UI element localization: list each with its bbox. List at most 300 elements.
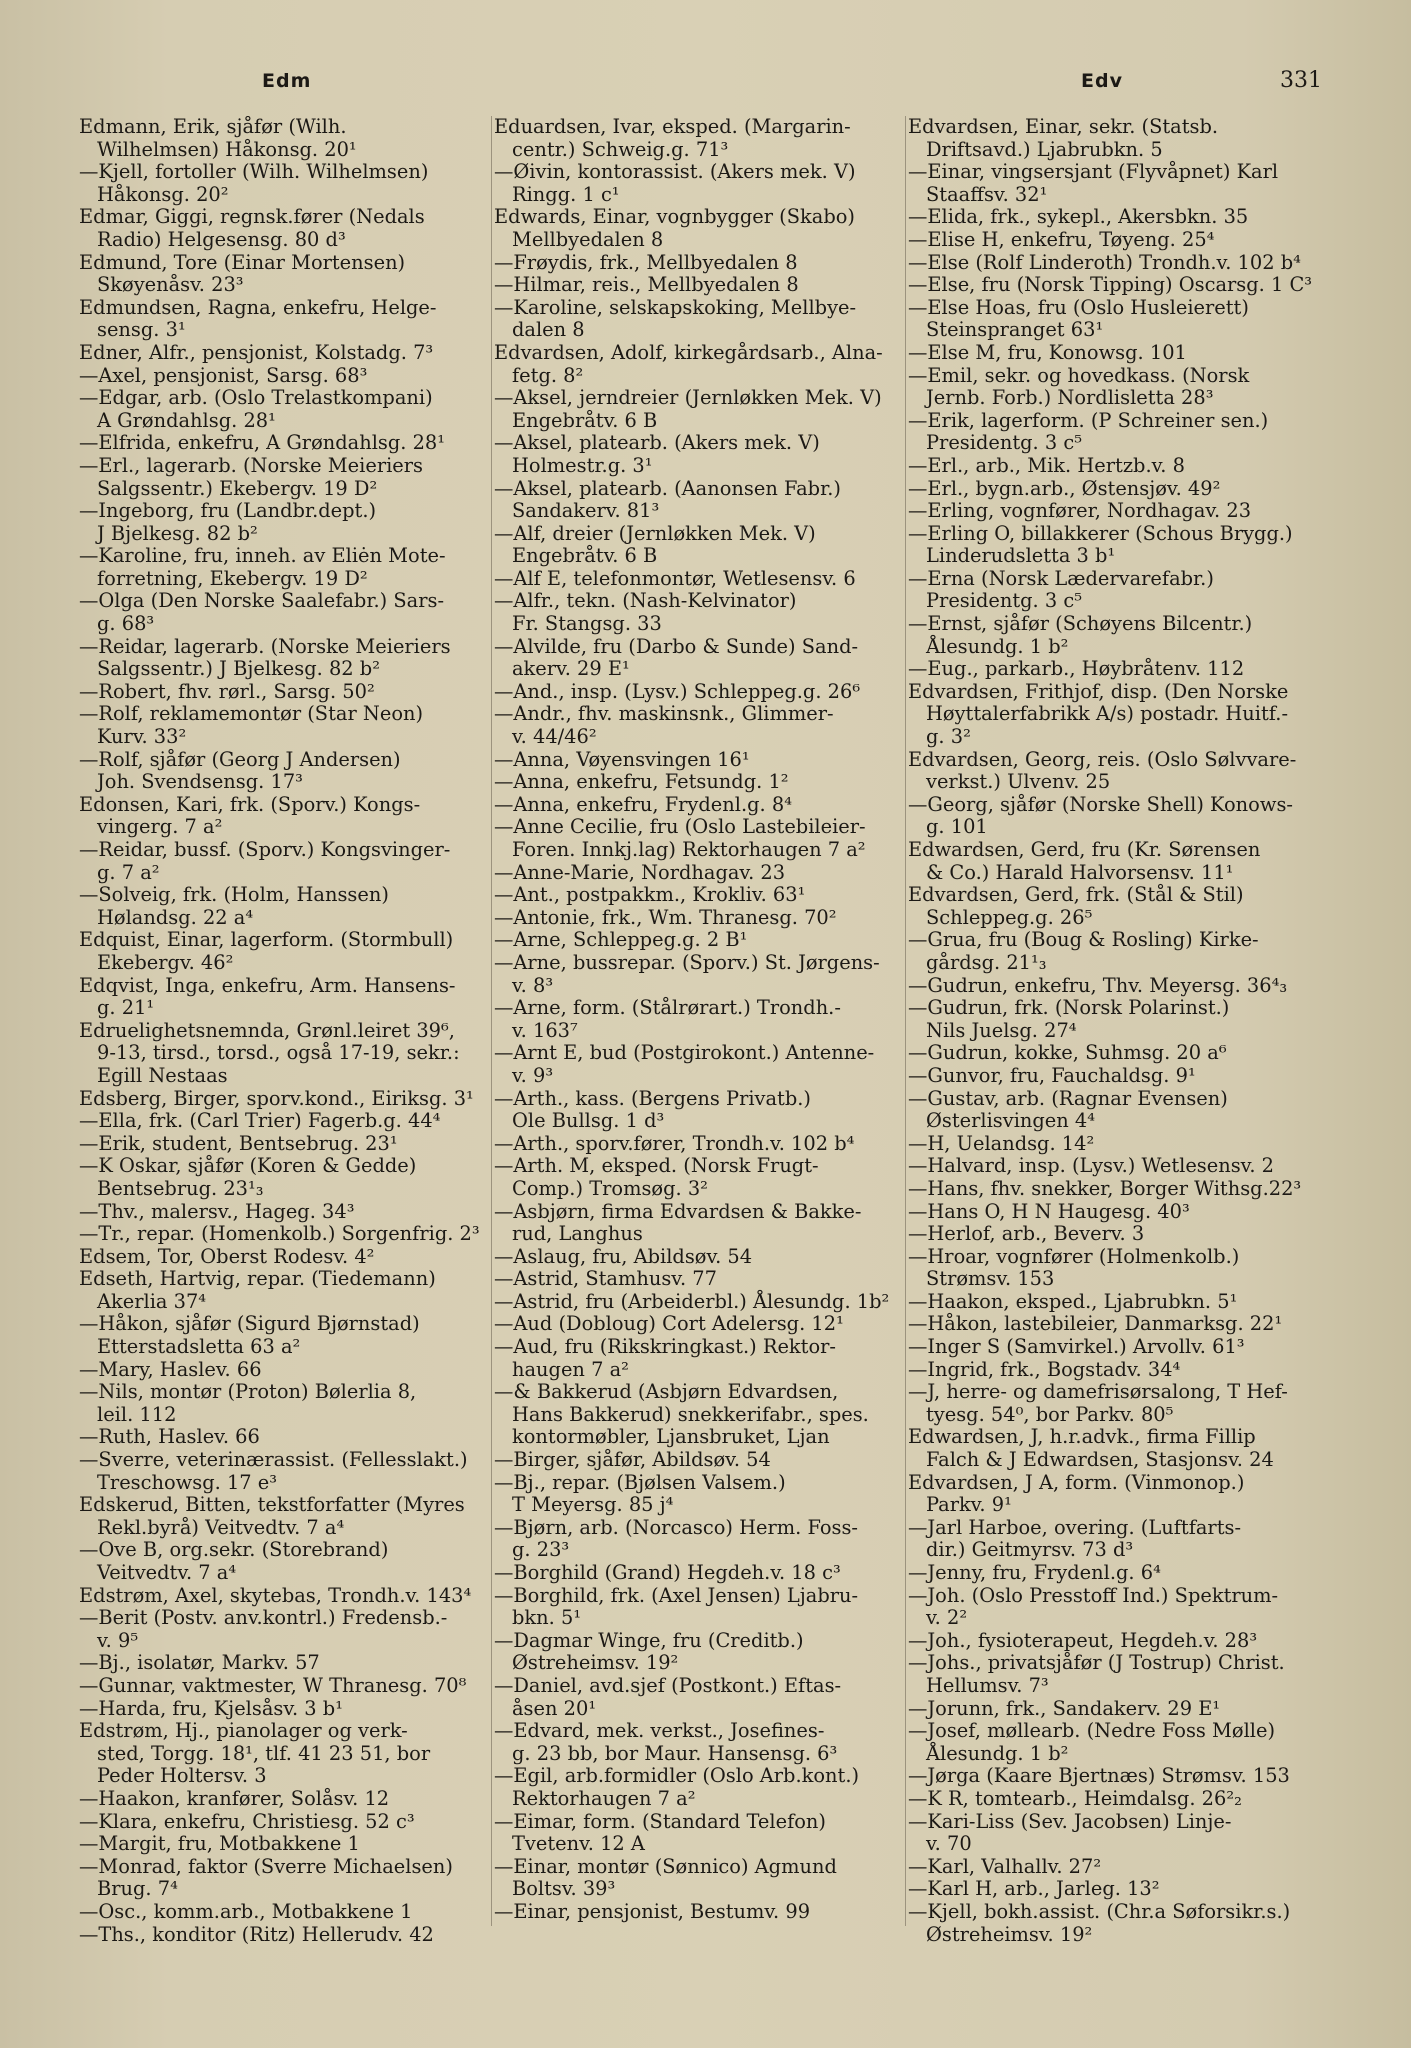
- directory-entry: [494, 794, 904, 817]
- entry-continuation: Engebråtv. 6 B: [512, 544, 658, 568]
- entry-line: —Einar, montør (Sønnico) Agmund: [494, 1854, 837, 1878]
- directory-entry: [79, 500, 489, 545]
- entry-continuation: verkst.) Ulvenv. 25: [926, 770, 1111, 794]
- directory-entry: [494, 568, 904, 591]
- entry-line: —Hilmar, reis., Mellbyedalen 8: [494, 273, 799, 297]
- directory-entry: [494, 1336, 904, 1381]
- entry-line: —Emil, sekr. og hovedkass. (Norsk: [908, 363, 1250, 387]
- entry-line: —Harda, fru, Kjelsåsv. 3 b¹: [79, 1696, 343, 1720]
- entry-line: —Jorunn, frk., Sandakerv. 29 E¹: [908, 1696, 1221, 1720]
- entry-line: Edmann, Erik, sjåfør (Wilh.: [79, 116, 347, 138]
- directory-entry: [79, 1201, 489, 1224]
- entry-line: —Haakon, eksped., Ljabrubkn. 5¹: [908, 1289, 1238, 1313]
- entry-line: —Arth. M, eksped. (Norsk Frugt-: [494, 1154, 819, 1178]
- directory-entry: [494, 681, 904, 704]
- directory-entry: [908, 500, 1324, 523]
- directory-entry: [494, 1313, 904, 1336]
- entry-line: —Erl., arb., Mik. Hertzb.v. 8: [908, 453, 1185, 477]
- entry-line: —Alf E, telefonmontør, Wetlesensv. 6: [494, 566, 856, 590]
- entry-continuation: Hølandsg. 22 a⁴: [97, 905, 254, 929]
- entry-continuation: Rekl.byrå) Veitvedtv. 7 a⁴: [97, 1515, 345, 1539]
- entry-line: —Arne, form. (Stålrørart.) Trondh.-: [494, 996, 841, 1020]
- entry-continuation: gårdsg. 21¹₃: [926, 950, 1047, 974]
- directory-entry: [79, 636, 489, 681]
- entry-line: —Gunnar, vaktmester, W Thranesg. 70⁸: [79, 1673, 467, 1697]
- entry-line: —J, herre- og damefrisørsalong, T Hef-: [908, 1380, 1288, 1404]
- entry-line: —Borghild, frk. (Axel Jensen) Ljabru-: [494, 1583, 859, 1607]
- directory-entry: [79, 1381, 489, 1426]
- directory-entry: [79, 1811, 489, 1834]
- entry-line: —Rolf, sjåfør (Georg J Andersen): [79, 747, 401, 771]
- entry-continuation: rud, Langhus: [512, 1222, 643, 1246]
- entry-line: —Daniel, avd.sjef (Postkont.) Eftas-: [494, 1673, 842, 1697]
- directory-entry: [79, 455, 489, 500]
- entry-line: —Øivin, kontorassist. (Akers mek. V): [494, 160, 856, 184]
- directory-entry: [494, 952, 904, 997]
- directory-entry: [494, 1811, 904, 1856]
- entry-line: —Herlof, arb., Beverv. 3: [908, 1222, 1145, 1246]
- entry-line: —Aud (Dobloug) Cort Adelersg. 12¹: [494, 1312, 844, 1336]
- entry-line: Edwardsen, J, h.r.advk., firma Fillip: [908, 1425, 1256, 1449]
- column-3: [908, 116, 1324, 2036]
- directory-entry: [494, 636, 904, 681]
- directory-entry: [908, 161, 1324, 206]
- entry-line: —Erik, student, Bentsebrug. 23¹: [79, 1131, 398, 1155]
- entry-line: —Astrid, fru (Arbeiderbl.) Ålesundg. 1b²: [494, 1289, 890, 1313]
- entry-line: —Karoline, selskapskoking, Mellbye-: [494, 295, 857, 319]
- entry-continuation: Holmestr.g. 3¹: [512, 453, 653, 477]
- directory-entry: [908, 1472, 1324, 1517]
- entry-continuation: v. 2²: [926, 1606, 968, 1630]
- entry-continuation: dir.) Geitmyrsv. 73 d³: [926, 1538, 1134, 1562]
- entry-line: —Karl H, arb., Jarleg. 13²: [908, 1877, 1160, 1901]
- directory-entry: [494, 523, 904, 568]
- directory-entry: [79, 1607, 489, 1652]
- entry-line: Edmund, Tore (Einar Mortensen): [79, 250, 406, 274]
- entry-continuation: v. 9⁵: [97, 1628, 139, 1652]
- directory-entry: [908, 1336, 1324, 1359]
- entry-line: —Jenny, fru, Frydenl.g. 6⁴: [908, 1561, 1161, 1584]
- directory-entry: [79, 365, 489, 388]
- entry-continuation: Nils Juelsg. 27⁴: [926, 1018, 1077, 1042]
- entry-line: Edruelighetsnemnda, Grønl.leiret 39⁶,: [79, 1018, 455, 1042]
- directory-entry: [908, 997, 1324, 1042]
- entry-continuation: Østreheimsv. 19²: [926, 1922, 1093, 1946]
- directory-entry: [494, 1585, 904, 1630]
- directory-entry: [79, 1720, 489, 1788]
- entry-line: Edvardsen, Frithjof, disp. (Den Norske: [908, 679, 1289, 703]
- entry-line: Eduardsen, Ivar, eksped. (Margarin-: [494, 116, 851, 138]
- entry-line: —Eimar, form. (Standard Telefon): [494, 1809, 826, 1833]
- column-divider: [905, 116, 906, 1926]
- directory-entry: [79, 1110, 489, 1133]
- directory-entry: [494, 771, 904, 794]
- entry-line: —Aslaug, fru, Abildsøv. 54: [494, 1244, 753, 1268]
- directory-entry: [79, 1313, 489, 1358]
- directory-entry: [494, 1675, 904, 1720]
- entry-line: —Arne, bussrepar. (Sporv.) St. Jørgens-: [494, 950, 880, 974]
- entry-line: —Ernst, sjåfør (Schøyens Bilcentr.): [908, 612, 1253, 636]
- entry-continuation: A Grøndahlsg. 28¹: [97, 408, 276, 432]
- directory-entry: [908, 568, 1324, 613]
- entry-continuation: Jernb. Forb.) Nordlisletta 28³: [926, 386, 1214, 410]
- entry-continuation: Sandakerv. 81³: [512, 499, 660, 523]
- entry-continuation: Boltsv. 39³: [512, 1877, 616, 1901]
- directory-entry: [908, 794, 1324, 839]
- entry-line: —Ove B, org.sekr. (Storebrand): [79, 1538, 389, 1562]
- directory-entry: [908, 1856, 1324, 1879]
- entry-line: —Eug., parkarb., Høybråtenv. 112: [908, 657, 1245, 681]
- entry-line: —Bj., repar. (Bjølsen Valsem.): [494, 1470, 786, 1494]
- entry-line: —Ant., postpakkm., Krokliv. 63¹: [494, 883, 806, 907]
- directory-entry: [908, 478, 1324, 501]
- directory-entry: [494, 703, 904, 748]
- directory-entry: [494, 274, 904, 297]
- entry-line: —Gudrun, kokke, Suhmsg. 20 a⁶: [908, 1041, 1227, 1065]
- entry-line: Edmar, Giggi, regnsk.fører (Nedals: [79, 205, 425, 229]
- directory-entry: [79, 1494, 489, 1539]
- directory-entry: [79, 1223, 489, 1246]
- directory-entry: [494, 1630, 904, 1675]
- directory-entry: [908, 1246, 1324, 1291]
- entry-continuation: Østerlisvingen 4⁴: [926, 1109, 1096, 1133]
- entry-line: —Grua, fru (Boug & Rosling) Kirke-: [908, 928, 1259, 952]
- entry-line: —Else, fru (Norsk Tipping) Oscarsg. 1 C³: [908, 273, 1313, 297]
- directory-entry: [494, 1472, 904, 1517]
- directory-entry: [908, 1223, 1324, 1246]
- directory-entry: [79, 297, 489, 342]
- entry-continuation: Steinspranget 63¹: [926, 318, 1104, 342]
- entry-line: —Joh., fysioterapeut, Hegdeh.v. 28³: [908, 1628, 1258, 1652]
- entry-continuation: Strømsv. 153: [926, 1267, 1055, 1291]
- entry-line: Edquist, Einar, lagerform. (Stormbull): [79, 928, 454, 952]
- entry-line: Edseth, Hartvig, repar. (Tiedemann): [79, 1267, 436, 1291]
- entry-continuation: Hans Bakkerud) snekkerifabr., spes.: [512, 1402, 869, 1426]
- entry-continuation: Veitvedtv. 7 a⁴: [97, 1561, 237, 1584]
- entry-continuation: Ålesundg. 1 b²: [926, 1741, 1069, 1765]
- entry-continuation: Driftsavd.) Ljabrubkn. 5: [926, 137, 1163, 161]
- entry-line: Edstrøm, Axel, skytebas, Trondh.v. 143⁴: [79, 1583, 472, 1607]
- entry-line: —Mary, Haslev. 66: [79, 1357, 262, 1381]
- directory-entry: [79, 161, 489, 206]
- entry-line: Edner, Alfr., pensjonist, Kolstadg. 7³: [79, 340, 434, 364]
- entry-line: —Frøydis, frk., Mellbyedalen 8: [494, 250, 798, 274]
- entry-line: —Else Hoas, fru (Oslo Husleierett): [908, 295, 1249, 319]
- entry-continuation: Treschowsg. 17 e³: [97, 1470, 278, 1494]
- entry-continuation: Ringg. 1 c¹: [512, 182, 620, 206]
- directory-entry: [79, 681, 489, 704]
- directory-entry: [908, 1630, 1324, 1653]
- entry-line: —Solveig, frk. (Holm, Hanssen): [79, 883, 389, 907]
- entry-continuation: g. 68³: [97, 612, 155, 636]
- directory-entry: [908, 1042, 1324, 1065]
- entry-continuation: leil. 112: [97, 1402, 177, 1426]
- entry-line: —Ingeborg, fru (Landbr.dept.): [79, 499, 377, 523]
- entry-line: —Nils, montør (Proton) Bølerlia 8,: [79, 1380, 417, 1404]
- entry-line: —Erl., bygn.arb., Østensjøv. 49²: [908, 476, 1221, 500]
- directory-entry: [494, 297, 904, 342]
- entry-line: —Klara, enkefru, Christiesg. 52 c³: [79, 1809, 415, 1833]
- entry-line: —Georg, sjåfør (Norske Shell) Konows-: [908, 792, 1293, 816]
- directory-entry: [494, 1720, 904, 1765]
- entry-line: —Einar, pensjonist, Bestumv. 99: [494, 1899, 811, 1923]
- entry-line: —Asbjørn, firma Edvardsen & Bakke-: [494, 1199, 862, 1223]
- directory-entry: [908, 1562, 1324, 1585]
- entry-line: —Hans, fhv. snekker, Borger Withsg.22³: [908, 1176, 1302, 1200]
- entry-continuation: Foren. Innkj.lag) Rektorhaugen 7 a²: [512, 838, 866, 861]
- directory-entry: [79, 1359, 489, 1382]
- entry-continuation: Tvetenv. 12 A: [512, 1832, 645, 1856]
- entry-line: —Håkon, lastebileier, Danmarksg. 22¹: [908, 1312, 1283, 1336]
- entry-continuation: T Meyersg. 85 j⁴: [512, 1493, 674, 1517]
- entry-continuation: & Co.) Harald Halvorsensv. 11¹: [926, 860, 1234, 884]
- directory-entry: [79, 590, 489, 635]
- entry-continuation: v. 70: [926, 1832, 972, 1856]
- directory-entry: [494, 1201, 904, 1246]
- entry-line: —Margit, fru, Motbakkene 1: [79, 1832, 360, 1856]
- entry-continuation: J Bjelkesg. 82 b²: [97, 521, 258, 545]
- entry-line: —Alfr., tekn. (Nash-Kelvinator): [494, 589, 797, 613]
- directory-entry: [908, 365, 1324, 410]
- directory-entry: [494, 432, 904, 477]
- entry-line: —Bjørn, arb. (Norcasco) Herm. Foss-: [494, 1515, 858, 1539]
- directory-entry: [79, 1652, 489, 1675]
- entry-line: —Dagmar Winge, fru (Creditb.): [494, 1628, 804, 1652]
- directory-entry: [908, 455, 1324, 478]
- entry-line: —Jørga (Kaare Bjertnæs) Strømsv. 153: [908, 1764, 1290, 1788]
- entry-continuation: 9-13, tirsd., torsd., også 17-19, sekr.:: [97, 1041, 460, 1065]
- entry-continuation: Akerlia 37⁴: [97, 1289, 207, 1313]
- directory-entry: [79, 839, 489, 884]
- entry-continuation: Brug. 7⁴: [97, 1877, 178, 1901]
- directory-entry: [79, 975, 489, 1020]
- entry-line: —Hans O, H N Haugesg. 40³: [908, 1199, 1190, 1223]
- entry-continuation: Comp.) Tromsøg. 3²: [512, 1176, 708, 1200]
- entry-continuation: v. 163⁷: [512, 1018, 578, 1042]
- entry-continuation: Skøyenåsv. 23³: [97, 273, 244, 297]
- entry-line: Edvardsen, Einar, sekr. (Statsb.: [908, 116, 1219, 138]
- entry-line: —Kjell, fortoller (Wilh. Wilhelmsen): [79, 160, 429, 184]
- directory-entry: [908, 274, 1324, 297]
- directory-entry: [908, 229, 1324, 252]
- directory-entry: [908, 116, 1324, 161]
- entry-line: —Arth., sporv.fører, Trondh.v. 102 b⁴: [494, 1131, 855, 1155]
- directory-entry: [908, 1178, 1324, 1201]
- entry-line: Edsem, Tor, Oberst Rodesv. 4²: [79, 1244, 375, 1268]
- entry-continuation: Østreheimsv. 19²: [512, 1651, 679, 1675]
- entry-line: —Arne, Schleppeg.g. 2 B¹: [494, 928, 748, 952]
- directory-entry: [908, 1765, 1324, 1788]
- entry-line: —Anne Cecilie, fru (Oslo Lastebileier-: [494, 815, 866, 839]
- entry-line: —Rolf, reklamemontør (Star Neon): [79, 702, 424, 726]
- directory-entry: [494, 1856, 904, 1901]
- directory-entry: [908, 1088, 1324, 1133]
- entry-line: —Ruth, Haslev. 66: [79, 1425, 260, 1449]
- entry-line: Edonsen, Kari, frk. (Sporv.) Kongs-: [79, 792, 421, 816]
- directory-entry: [79, 1246, 489, 1269]
- entry-line: —Josef, møllearb. (Nedre Foss Mølle): [908, 1719, 1276, 1743]
- entry-line: —Haakon, kranfører, Solåsv. 12: [79, 1786, 390, 1810]
- entry-continuation: v. 44/46²: [512, 725, 597, 749]
- entry-continuation: Falch & J Edwardsen, Stasjonsv. 24: [926, 1448, 1274, 1472]
- directory-entry: [494, 206, 904, 251]
- directory-entry: [908, 1788, 1324, 1811]
- directory-entry: [494, 342, 904, 387]
- entry-continuation: Fr. Stangsg. 33: [512, 612, 662, 636]
- entry-line: Edwardsen, Gerd, fru (Kr. Sørensen: [908, 838, 1261, 861]
- entry-continuation: Salgssentr.) Ekebergv. 19 D²: [97, 476, 378, 500]
- entry-line: —Aksel, platearb. (Aanonsen Fabr.): [494, 476, 841, 500]
- entry-continuation: dalen 8: [512, 318, 585, 342]
- directory-entry: [494, 1517, 904, 1562]
- entry-line: —Inger S (Samvirkel.) Arvollv. 61³: [908, 1335, 1245, 1359]
- entry-continuation: Rektorhaugen 7 a²: [512, 1786, 696, 1810]
- directory-entry: [494, 816, 904, 861]
- entry-line: —Karl, Valhallv. 27²: [908, 1854, 1102, 1878]
- header-left-word: Edm: [262, 70, 312, 92]
- entry-continuation: forretning, Ekebergv. 19 D²: [97, 566, 368, 590]
- directory-entry: [908, 1291, 1324, 1314]
- entry-line: —Berit (Postv. anv.kontrl.) Fredensb.-: [79, 1606, 448, 1630]
- entry-continuation: g. 23³: [512, 1538, 570, 1562]
- directory-entry: [908, 1652, 1324, 1697]
- directory-entry: [908, 1878, 1324, 1901]
- entry-continuation: sted, Torgg. 18¹, tlf. 41 23 51, bor: [97, 1741, 431, 1765]
- directory-entry: [79, 1088, 489, 1111]
- entry-line: —Elfrida, enkefru, A Grøndahlsg. 28¹: [79, 431, 446, 455]
- entry-line: Edmundsen, Ragna, enkefru, Helge-: [79, 295, 437, 319]
- entry-continuation: Joh. Svendsensg. 17³: [97, 770, 303, 794]
- entry-line: —Osc., komm.arb., Motbakkene 1: [79, 1899, 413, 1923]
- directory-entry: [79, 703, 489, 748]
- directory-entry: [908, 1133, 1324, 1156]
- directory-entry: [79, 1585, 489, 1608]
- entry-line: —Axel, pensjonist, Sarsg. 68³: [79, 363, 368, 387]
- directory-entry: [79, 1856, 489, 1901]
- directory-entry: [494, 884, 904, 907]
- directory-entry: [494, 1381, 904, 1449]
- entry-line: Edvardsen, Georg, reis. (Oslo Sølvvare-: [908, 747, 1297, 771]
- entry-line: —Edvard, mek. verkst., Josefines-: [494, 1719, 825, 1743]
- entry-line: —Monrad, faktor (Sverre Michaelsen): [79, 1854, 453, 1878]
- column-2: [494, 116, 904, 2036]
- directory-entry: [908, 1359, 1324, 1382]
- entry-continuation: Staaffsv. 32¹: [926, 182, 1048, 206]
- entry-line: —H, Uelandsg. 14²: [908, 1131, 1095, 1155]
- directory-entry: [494, 1155, 904, 1200]
- entry-line: —Egil, arb.formidler (Oslo Arb.kont.): [494, 1764, 860, 1788]
- directory-entry: [908, 523, 1324, 568]
- entry-continuation: Ekebergv. 46²: [97, 950, 234, 974]
- entry-line: —Gudrun, frk. (Norsk Polarinst.): [908, 996, 1230, 1020]
- directory-entry: [79, 116, 489, 161]
- entry-continuation: akerv. 29 E¹: [512, 657, 630, 681]
- directory-entry: [79, 252, 489, 297]
- entry-line: —Else M, fru, Konowsg. 101: [908, 340, 1187, 364]
- entry-continuation: Schleppeg.g. 26⁵: [926, 905, 1093, 929]
- directory-entry: [908, 1313, 1324, 1336]
- directory-entry: [908, 929, 1324, 974]
- directory-entry: [908, 1201, 1324, 1224]
- directory-entry: [79, 206, 489, 251]
- directory-entry: [79, 1675, 489, 1698]
- entry-line: —Anne-Marie, Nordhagav. 23: [494, 860, 786, 884]
- directory-entry: [908, 839, 1324, 884]
- header-right-word: Edv: [1081, 70, 1123, 92]
- entry-continuation: Presidentg. 3 c⁵: [926, 589, 1082, 613]
- directory-entry: [908, 658, 1324, 681]
- entry-continuation: Håkonsg. 20²: [97, 182, 229, 206]
- entry-continuation: Mellbyedalen 8: [512, 227, 664, 251]
- entry-line: —Thv., malersv., Hageg. 34³: [79, 1199, 355, 1223]
- directory-entry: [494, 907, 904, 930]
- directory-entry: [79, 1268, 489, 1313]
- directory-entry: [908, 410, 1324, 455]
- entry-line: —Birger, sjåfør, Abildsøv. 54: [494, 1448, 771, 1472]
- directory-entry: [908, 1517, 1324, 1562]
- directory-entry: [494, 1765, 904, 1810]
- directory-entry: [79, 1426, 489, 1449]
- entry-line: —Olga (Den Norske Saalefabr.) Sars-: [79, 589, 444, 613]
- entry-continuation: tyesg. 54⁰, bor Parkv. 80⁵: [926, 1402, 1174, 1426]
- entry-continuation: g. 3²: [926, 725, 971, 749]
- entry-line: —Bj., isolatør, Markv. 57: [79, 1651, 320, 1675]
- directory-entry: [908, 206, 1324, 229]
- directory-entry: [494, 997, 904, 1042]
- entry-continuation: Ole Bullsg. 1 d³: [512, 1109, 665, 1133]
- directory-entry: [908, 1155, 1324, 1178]
- entry-line: Edqvist, Inga, enkefru, Arm. Hansens-: [79, 973, 456, 997]
- entry-line: —Joh. (Oslo Presstoff Ind.) Spektrum-: [908, 1583, 1279, 1607]
- directory-entry: [908, 1585, 1324, 1630]
- entry-line: —Anna, enkefru, Fetsundg. 1²: [494, 770, 789, 794]
- entry-line: —Halvard, insp. (Lysv.) Wetlesensv. 2: [908, 1154, 1274, 1178]
- directory-entry: [79, 1924, 489, 1947]
- entry-continuation: Presidentg. 3 c⁵: [926, 431, 1082, 455]
- entry-line: Edvardsen, J A, form. (Vinmonop.): [908, 1470, 1245, 1494]
- directory-entry: [494, 862, 904, 885]
- entry-continuation: v. 9³: [512, 1063, 554, 1087]
- entry-line: —Tr., repar. (Homenkolb.) Sorgenfrig. 2³: [79, 1222, 480, 1246]
- entry-line: —Reidar, bussf. (Sporv.) Kongsvinger-: [79, 838, 451, 861]
- entry-continuation: Egill Nestaas: [97, 1063, 228, 1087]
- entry-line: —Anna, Vøyensvingen 16¹: [494, 747, 750, 771]
- directory-entry: [494, 252, 904, 275]
- directory-entry: [494, 1088, 904, 1133]
- directory-entry: [494, 387, 904, 432]
- entry-continuation: Wilhelmsen) Håkonsg. 20¹: [97, 137, 357, 161]
- entry-line: —Ingrid, frk., Bogstadv. 34⁴: [908, 1357, 1181, 1381]
- directory-entry: [908, 749, 1324, 794]
- entry-line: —Andr., fhv. maskinsnk., Glimmer-: [494, 702, 834, 726]
- directory-entry: [79, 1698, 489, 1721]
- entry-line: —& Bakkerud (Asbjørn Edvardsen,: [494, 1380, 839, 1404]
- entry-line: —Edgar, arb. (Oslo Trelastkompani): [79, 386, 433, 410]
- entry-line: —Borghild (Grand) Hegdeh.v. 18 c³: [494, 1561, 841, 1584]
- entry-continuation: kontormøbler, Ljansbruket, Ljan: [512, 1425, 830, 1449]
- entry-continuation: g. 23 bb, bor Maur. Hansensg. 6³: [512, 1741, 838, 1765]
- directory-entry: [908, 613, 1324, 658]
- directory-entry: [494, 749, 904, 772]
- directory-entry: [908, 975, 1324, 998]
- directory-entry: [908, 1698, 1324, 1721]
- entry-continuation: fetg. 8²: [512, 363, 584, 387]
- directory-entry: [494, 1562, 904, 1585]
- directory-entry: [79, 884, 489, 929]
- entry-continuation: Etterstadsletta 63 a²: [97, 1335, 301, 1359]
- entry-continuation: Bentsebrug. 23¹₃: [97, 1176, 264, 1200]
- directory-entry: [908, 681, 1324, 749]
